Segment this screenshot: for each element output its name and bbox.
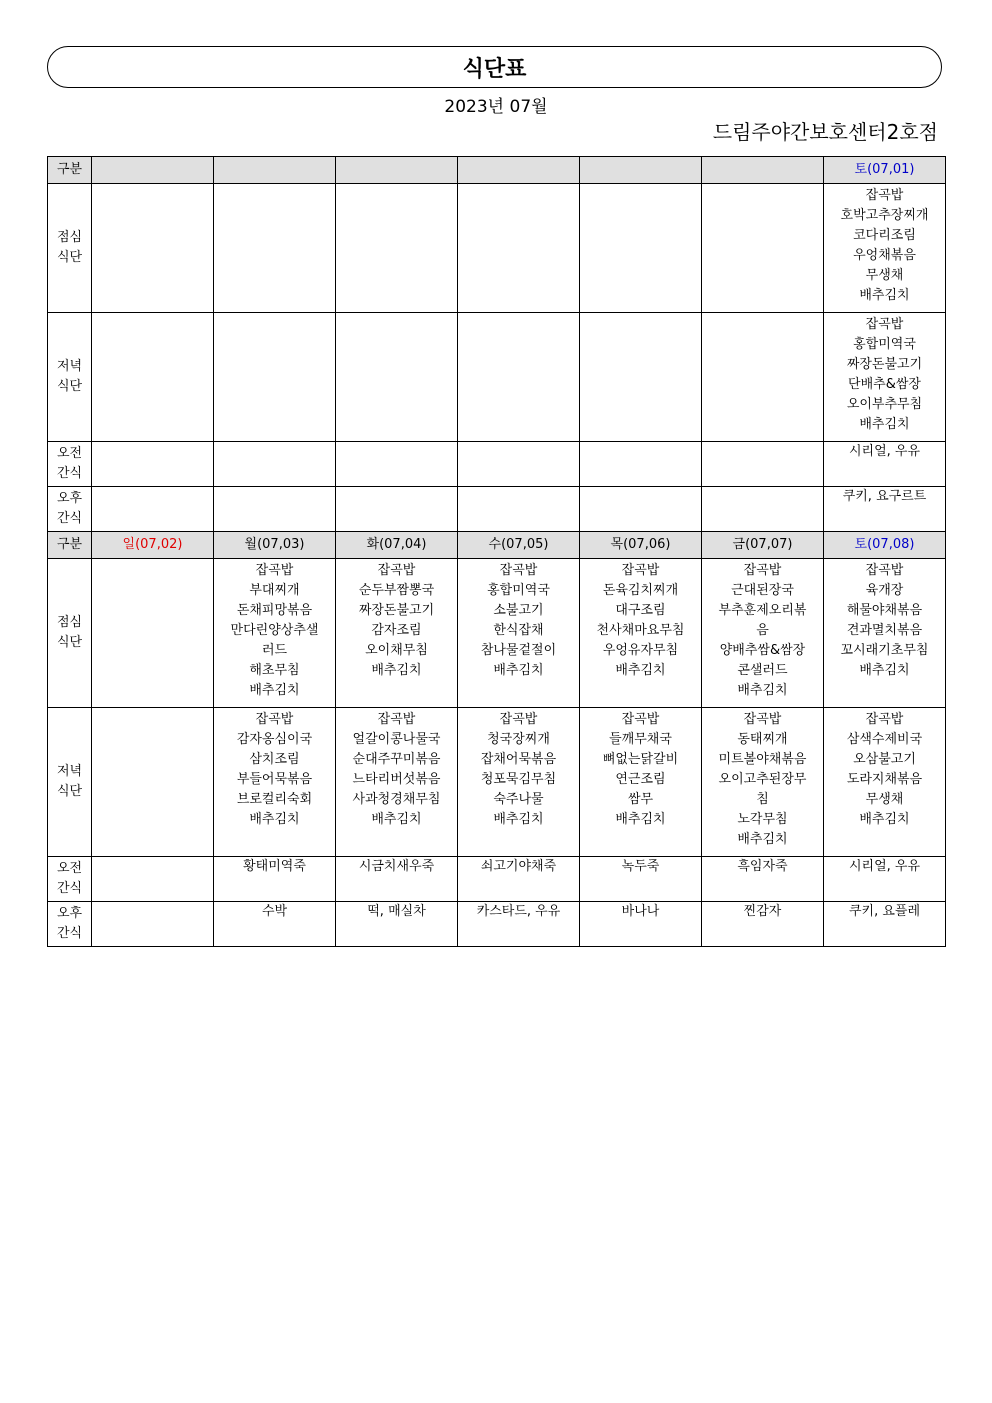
- menu-item: 배추김치: [249, 812, 300, 827]
- day-cell: 월(07,03): [214, 532, 336, 559]
- menu-item: 육개장: [865, 583, 904, 598]
- menu-item: 배추김치: [859, 417, 910, 432]
- menu-item: 홍합미역국: [853, 337, 916, 352]
- menu-item: 코다리조림: [853, 228, 916, 243]
- menu-cell: [702, 313, 824, 442]
- menu-item: 배추김치: [737, 683, 788, 698]
- menu-item: 부들어묵볶음: [236, 772, 313, 787]
- menu-cell: [824, 708, 946, 857]
- menu-item: 우엉유자무침: [602, 643, 679, 658]
- row-label-line: 간식: [56, 926, 83, 941]
- menu-cell: [336, 559, 458, 708]
- menu-item: 대구조림: [615, 603, 666, 618]
- menu-item: 배추김치: [859, 812, 910, 827]
- snack-cell: [580, 442, 702, 487]
- menu-item: 느타리버섯볶음: [352, 772, 441, 787]
- week2-lunch-row: [48, 559, 946, 708]
- row-label-line: 간식: [56, 881, 83, 896]
- menu-item: 삼색수제비국: [846, 732, 923, 747]
- row-label-line: 오후: [56, 491, 83, 506]
- menu-item: 배추김치: [615, 812, 666, 827]
- menu-item: 삼치조림: [249, 752, 300, 767]
- menu-item: 참나물겉절이: [480, 643, 557, 658]
- menu-cell: [824, 184, 946, 313]
- day-cell: [336, 157, 458, 184]
- menu-item: 돈채피망볶음: [236, 603, 313, 618]
- row-label-line: 점심: [56, 615, 83, 630]
- menu-item: 오이부추무침: [846, 397, 923, 412]
- menu-cell: [458, 559, 580, 708]
- pm-snack-label: [48, 487, 92, 532]
- menu-cell: [580, 559, 702, 708]
- day-cell: [458, 157, 580, 184]
- menu-item: 잡채어묵볶음: [480, 752, 557, 767]
- menu-item: 잡곡밥: [255, 712, 294, 727]
- menu-item: 무생채: [865, 268, 904, 283]
- pm-snack-label: [48, 902, 92, 947]
- snack-cell: [702, 442, 824, 487]
- day-cell: 화(07,04): [336, 532, 458, 559]
- menu-cell: [214, 559, 336, 708]
- menu-item: 순대주꾸미볶음: [352, 752, 441, 767]
- snack-cell: [214, 442, 336, 487]
- snack-cell: 시리얼, 우유: [824, 442, 946, 487]
- snack-cell: [458, 442, 580, 487]
- menu-item: 만다린양상추샐: [230, 623, 319, 638]
- row-label-line: 간식: [56, 466, 83, 481]
- am-snack-label: [48, 857, 92, 902]
- menu-item: 동태찌개: [737, 732, 788, 747]
- menu-item: 오이채무침: [365, 643, 428, 658]
- menu-item: 브로컬리숙회: [236, 792, 313, 807]
- menu-item: 잡곡밥: [499, 712, 538, 727]
- menu-item: 감자옹심이국: [236, 732, 313, 747]
- row-label-line: 점심: [56, 230, 83, 245]
- week1-am-snack-row: [48, 442, 946, 487]
- menu-item: 무생채: [865, 792, 904, 807]
- row-label-line: 저녁: [56, 764, 83, 779]
- category-label: 구분: [48, 532, 92, 559]
- menu-cell: [824, 313, 946, 442]
- menu-item: 잡곡밥: [865, 188, 904, 203]
- menu-item: 배추김치: [371, 812, 422, 827]
- menu-item: 단배추&쌈장: [848, 377, 921, 392]
- day-cell: 금(07,07): [702, 532, 824, 559]
- menu-cell: [824, 559, 946, 708]
- month-label: 2023년 07월: [444, 97, 548, 117]
- snack-cell: 떡, 매실차: [336, 902, 458, 947]
- snack-cell: 쇠고기야채죽: [458, 857, 580, 902]
- menu-item: 양배추쌈&쌈장: [719, 643, 806, 658]
- day-cell: [92, 157, 214, 184]
- menu-item: 배추김치: [493, 663, 544, 678]
- row-label-line: 오전: [56, 861, 83, 876]
- menu-item: 잡곡밥: [865, 317, 904, 332]
- menu-item: 부대찌개: [249, 583, 300, 598]
- menu-cell: [336, 313, 458, 442]
- row-label-line: 식단: [56, 379, 83, 394]
- snack-cell: 바나나: [580, 902, 702, 947]
- dinner-label: [48, 708, 92, 857]
- menu-item: 꼬시래기초무침: [840, 643, 929, 658]
- week1-day-row: [48, 157, 946, 184]
- menu-item: 뼈없는닭갈비: [602, 752, 679, 767]
- row-label-line: 오후: [56, 906, 83, 921]
- am-snack-label: [48, 442, 92, 487]
- menu-item: 침: [756, 792, 769, 807]
- menu-item: 미트볼야채볶음: [718, 752, 807, 767]
- snack-cell: [336, 487, 458, 532]
- menu-item: 배추김치: [249, 683, 300, 698]
- menu-cell: [702, 708, 824, 857]
- snack-cell: 황태미역죽: [214, 857, 336, 902]
- menu-item: 배추김치: [859, 663, 910, 678]
- menu-cell: [458, 313, 580, 442]
- menu-item: 숙주나물: [493, 792, 544, 807]
- menu-item: 배추김치: [737, 832, 788, 847]
- snack-cell: 녹두죽: [580, 857, 702, 902]
- lunch-label: [48, 559, 92, 708]
- day-cell-sunday: 일(07,02): [92, 532, 214, 559]
- menu-item: 도라지채볶음: [846, 772, 923, 787]
- menu-item: 해초무침: [249, 663, 300, 678]
- week2-pm-snack-row: [48, 902, 946, 947]
- week1-lunch-row: [48, 184, 946, 313]
- menu-item: 연근조림: [615, 772, 666, 787]
- dinner-label: [48, 313, 92, 442]
- menu-item: 돈육김치찌개: [602, 583, 679, 598]
- snack-cell: 흑임자죽: [702, 857, 824, 902]
- menu-item: 잡곡밥: [499, 563, 538, 578]
- menu-cell: [702, 184, 824, 313]
- menu-item: 소불고기: [493, 603, 544, 618]
- snack-cell: [92, 857, 214, 902]
- snack-cell: [92, 902, 214, 947]
- day-cell: 목(07,06): [580, 532, 702, 559]
- menu-item: 콘샐러드: [737, 663, 788, 678]
- menu-item: 잡곡밥: [621, 712, 660, 727]
- snack-cell: [580, 487, 702, 532]
- snack-cell: 시금치새우죽: [336, 857, 458, 902]
- menu-item: 홍합미역국: [487, 583, 550, 598]
- menu-item: 오삼불고기: [853, 752, 916, 767]
- row-label-line: 식단: [56, 784, 83, 799]
- week1-table: [47, 156, 946, 947]
- day-cell: 수(07,05): [458, 532, 580, 559]
- menu-title: 식단표: [47, 46, 942, 88]
- day-cell: [214, 157, 336, 184]
- menu-item: 부추훈제오리볶: [718, 603, 807, 618]
- snack-cell: [458, 487, 580, 532]
- menu-item: 잡곡밥: [255, 563, 294, 578]
- menu-item: 음: [756, 623, 769, 638]
- week2-day-row: [48, 532, 946, 559]
- menu-item: 쌈무: [627, 792, 654, 807]
- menu-item: 순두부짬뽕국: [358, 583, 435, 598]
- snack-cell: 쿠키, 요플레: [824, 902, 946, 947]
- day-cell-saturday: 토(07,08): [824, 532, 946, 559]
- menu-cell: [458, 708, 580, 857]
- row-label-line: 식단: [56, 250, 83, 265]
- menu-cell: [214, 708, 336, 857]
- day-cell-saturday: 토(07,01): [824, 157, 946, 184]
- menu-item: 견과멸치볶음: [846, 623, 923, 638]
- week2-dinner-row: [48, 708, 946, 857]
- row-label-line: 저녁: [56, 359, 83, 374]
- menu-cell: [580, 184, 702, 313]
- menu-item: 배추김치: [615, 663, 666, 678]
- menu-item: 노각무침: [737, 812, 788, 827]
- menu-item: 호박고추장찌개: [840, 208, 929, 223]
- menu-item: 천사채마요무침: [596, 623, 685, 638]
- menu-cell: [580, 708, 702, 857]
- menu-item: 청국장찌개: [487, 732, 550, 747]
- menu-cell: [336, 708, 458, 857]
- snack-cell: [336, 442, 458, 487]
- menu-item: 감자조림: [371, 623, 422, 638]
- menu-cell: [92, 559, 214, 708]
- day-cell: [580, 157, 702, 184]
- menu-item: 잡곡밥: [743, 563, 782, 578]
- row-label-line: 간식: [56, 511, 83, 526]
- lunch-label: [48, 184, 92, 313]
- menu-item: 배추김치: [493, 812, 544, 827]
- week1-pm-snack-row: [48, 487, 946, 532]
- menu-item: 러드: [261, 643, 288, 658]
- menu-item: 배추김치: [859, 288, 910, 303]
- menu-cell: [214, 313, 336, 442]
- menu-cell: [580, 313, 702, 442]
- menu-item: 들깨무채국: [609, 732, 672, 747]
- snack-cell: 찐감자: [702, 902, 824, 947]
- snack-cell: 수박: [214, 902, 336, 947]
- menu-item: 잡곡밥: [377, 712, 416, 727]
- snack-cell: [702, 487, 824, 532]
- menu-item: 짜장돈불고기: [846, 357, 923, 372]
- menu-item: 사과청경채무침: [352, 792, 441, 807]
- menu-item: 해물야채볶음: [846, 603, 923, 618]
- menu-item: 근대된장국: [731, 583, 794, 598]
- snack-cell: [214, 487, 336, 532]
- menu-item: 잡곡밥: [865, 712, 904, 727]
- menu-item: 우엉채볶음: [853, 248, 916, 263]
- day-cell: [702, 157, 824, 184]
- snack-cell: 쿠키, 요구르트: [824, 487, 946, 532]
- row-label-line: 식단: [56, 635, 83, 650]
- menu-cell: [92, 708, 214, 857]
- menu-item: 짜장돈불고기: [358, 603, 435, 618]
- menu-item: 청포묵김무침: [480, 772, 557, 787]
- menu-cell: [702, 559, 824, 708]
- center-name: 드림주야간보호센터2호점: [712, 120, 938, 144]
- category-label: 구분: [48, 157, 92, 184]
- snack-cell: 시리얼, 우유: [824, 857, 946, 902]
- menu-item: 오이고추된장무: [718, 772, 807, 787]
- menu-cell: [458, 184, 580, 313]
- menu-item: 얼갈이콩나물국: [352, 732, 441, 747]
- menu-item: 잡곡밥: [743, 712, 782, 727]
- row-label-line: 오전: [56, 446, 83, 461]
- snack-cell: 카스타드, 우유: [458, 902, 580, 947]
- menu-cell: [214, 184, 336, 313]
- menu-item: 한식잡채: [493, 623, 544, 638]
- menu-cell: [336, 184, 458, 313]
- week1-dinner-row: [48, 313, 946, 442]
- week2-am-snack-row: [48, 857, 946, 902]
- menu-item: 잡곡밥: [865, 563, 904, 578]
- menu-item: 잡곡밥: [621, 563, 660, 578]
- menu-item: 배추김치: [371, 663, 422, 678]
- menu-item: 잡곡밥: [377, 563, 416, 578]
